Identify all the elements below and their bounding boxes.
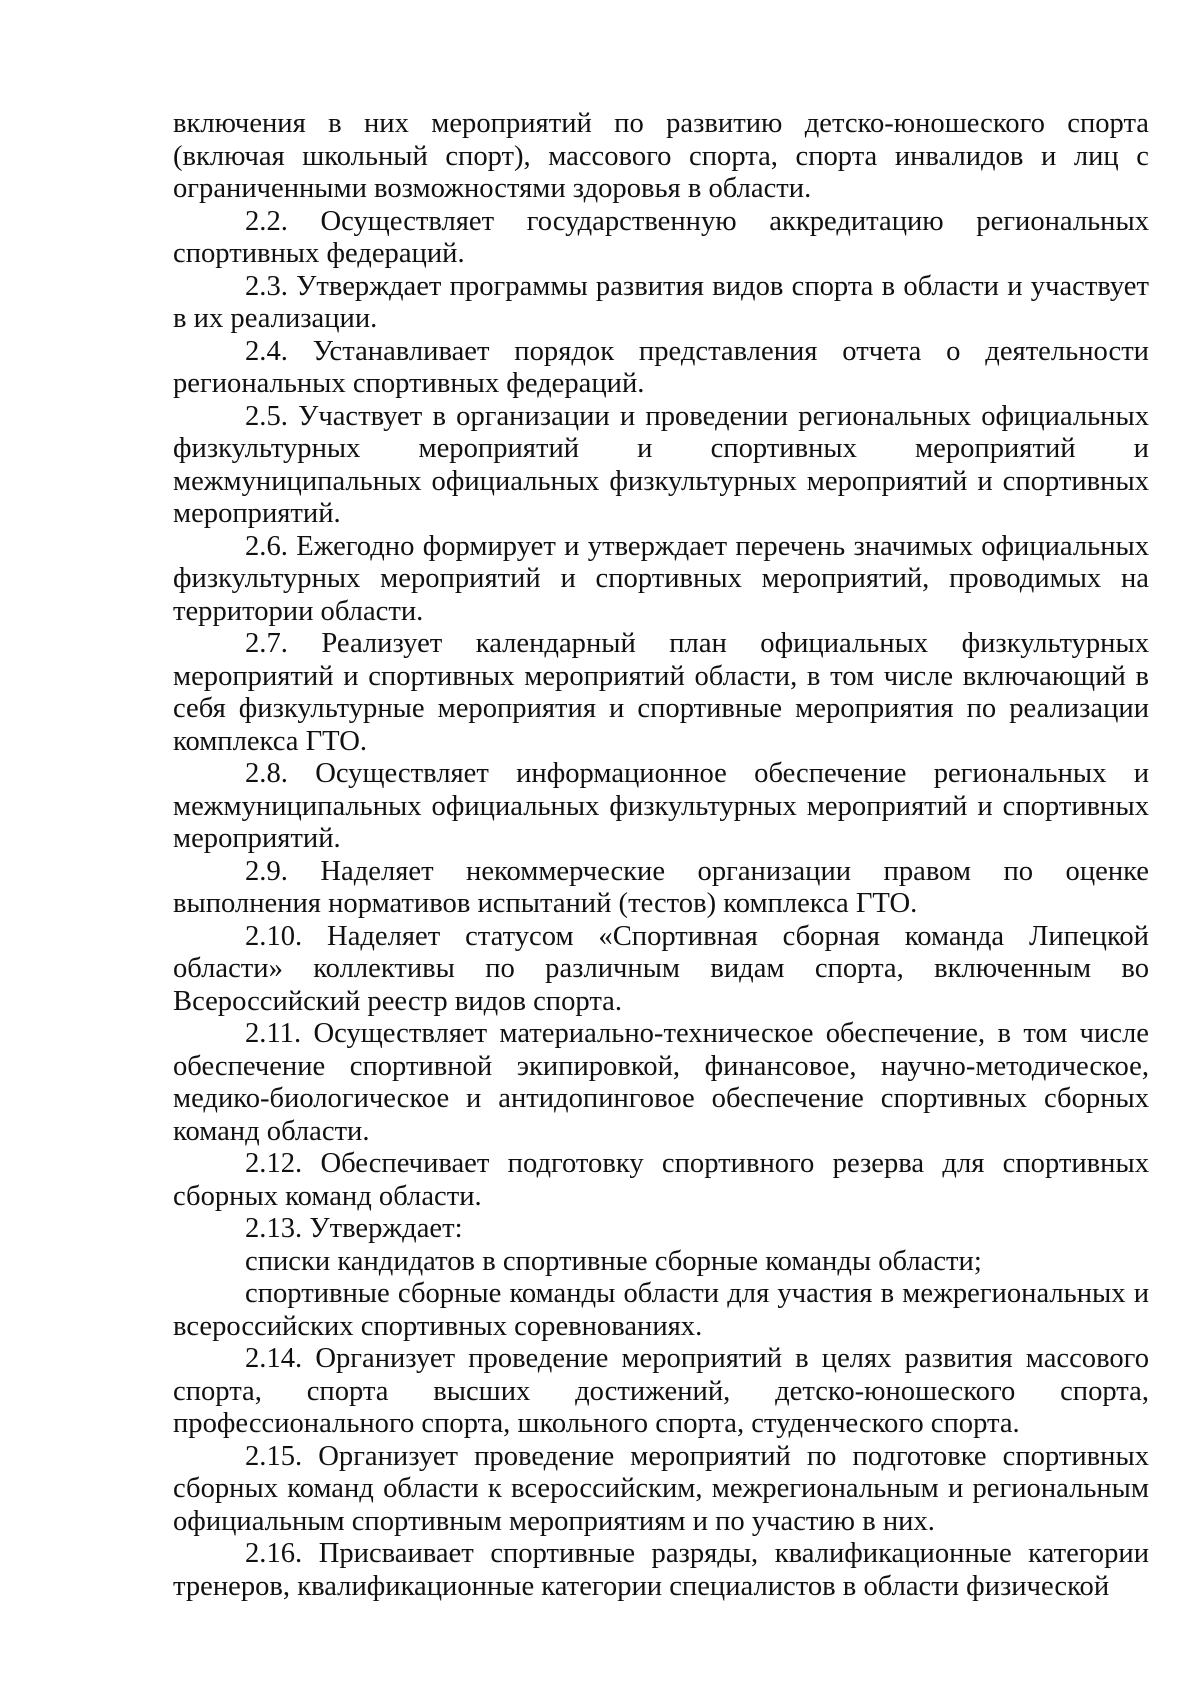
paragraph-2-9: 2.9. Наделяет некоммерческие организации правом по оценке выполнения нормативов испытаний (тестов) комплекса ГТО. [173,855,1149,919]
list-item-candidates: списки кандидатов в спортивные сборные команды области; [245,1245,982,1277]
paragraph-continuation: включения в них мероприятий по развитию детско-юношеского спорта (включая школьный спорт), массового спорта, спорта инвалидов и лиц с ограниченными возможностями здоровья в области. [173,108,1149,204]
paragraph-2-7: 2.7. Реализует календарный план официальных физкультурных мероприятий и спортивных мероприятий области, в том числе включающий в себя физкультурные мероприятия и спортивные мероприятия по реализации комплекса ГТО. [173,628,1149,757]
paragraph-2-14: 2.14. Организует проведение мероприятий в целях развития массового спорта, спорта высших достижений, детско-юношеского спорта, профессионального спорта, школьного спорта, студенческого спорта. [173,1343,1149,1439]
paragraph-2-3: 2.3. Утверждает программы развития видов спорта в области и участвует в их реализации. [173,270,1149,334]
paragraph-2-6: 2.6. Ежегодно формирует и утверждает перечень значимых официальных физкультурных мероприятий и спортивных мероприятий, проводимых на территории области. [173,530,1149,627]
paragraph-2-8: 2.8. Осуществляет информационное обеспечение региональных и межмуниципальных официальных физкультурных мероприятий и спортивных мероприятий. [173,758,1149,854]
paragraph-2-5: 2.5. Участвует в организации и проведении региональных официальных физкультурных мероприятий и спортивных мероприятий и межмуниципальных официальных физкультурных мероприятий и спортивных мероприятий. [173,400,1149,529]
paragraph-2-16: 2.16. Присваивает спортивные разряды, квалификационные категории тренеров, квалификационные категории специалистов в области физической [173,1538,1149,1602]
paragraph-2-4: 2.4. Устанавливает порядок представления отчета о деятельности региональных спортивных федераций. [173,335,1149,399]
paragraph-2-11: 2.11. Осуществляет материально-техническое обеспечение, в том числе обеспечение спортивной экипировкой, финансовое, научно-методическое, медико-биологическое и антидопинговое обеспечение спортивных сборных команд области. [173,1018,1149,1147]
paragraph-2-15: 2.15. Организует проведение мероприятий по подготовке спортивных сборных команд области к всероссийским, межрегиональным и региональным официальным спортивным мероприятиям и по участию в них. [173,1440,1149,1537]
paragraph-2-13: 2.13. Утверждает: [245,1213,463,1244]
document-page [173,108,1149,1603]
list-item-teams: спортивные сборные команды области для участия в межрегиональных и всероссийских спортивных соревнованиях. [173,1278,1149,1342]
paragraph-2-10: 2.10. Наделяет статусом «Спортивная сборная команда Липецкой области» коллективы по различным видам спорта, включенным во Всероссийский реестр видов спорта. [173,920,1149,1017]
paragraph-2-12: 2.12. Обеспечивает подготовку спортивного резерва для спортивных сборных команд области. [173,1148,1149,1212]
paragraph-2-2: 2.2. Осуществляет государственную аккредитацию региональных спортивных федераций. [173,205,1149,269]
